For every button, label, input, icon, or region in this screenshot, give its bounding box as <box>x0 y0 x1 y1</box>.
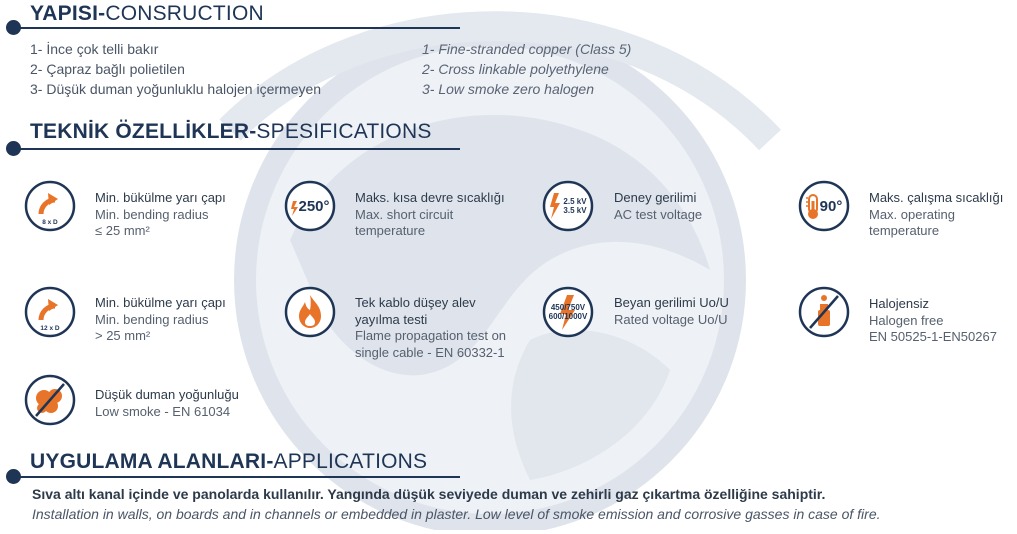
construction-item-tr-3: 3- Düşük duman yoğunluklu halojen içermeyen <box>30 81 322 97</box>
ac-test-voltage-icon <box>542 180 594 232</box>
spec-operating-temperature: Maks. çalışma sıcaklığı Max. operating temperature <box>869 190 1004 238</box>
spec-bending-radius-1: Min. bükülme yarı çapı Min. bending radius ≤ 25 mm² <box>95 190 226 238</box>
specifications-bullet <box>6 141 21 156</box>
applications-bullet <box>6 469 21 484</box>
bending-radius-12xd-icon <box>24 286 76 338</box>
svg-text:450/750V: 450/750V <box>550 303 586 312</box>
spec-test-voltage: Deney gerilimi AC test voltage <box>614 190 703 222</box>
svg-text:12 x D: 12 x D <box>40 325 60 332</box>
specifications-title: TEKNİK ÖZELLİKLER-SPESIFICATIONS <box>30 120 432 143</box>
applications-text-tr: Sıva altı kanal içinde ve panolarda kullanılır. Yangında düşük seviyede duman ve zehirli gaz çıkartma özelliğine sahiptir. <box>32 486 826 502</box>
halogen-free-icon <box>798 286 850 338</box>
construction-title: YAPISI-CONSRUCTION <box>30 2 264 25</box>
low-smoke-icon <box>24 374 76 426</box>
specifications-rule <box>14 148 460 150</box>
bending-radius-8xd-icon <box>24 180 76 232</box>
svg-text:2.5 kV: 2.5 kV <box>563 197 587 206</box>
svg-text:600/1000V: 600/1000V <box>548 312 588 321</box>
svg-text:90°: 90° <box>819 198 843 215</box>
construction-item-tr-2: 2- Çapraz bağlı polietilen <box>30 61 185 77</box>
spec-bending-radius-2: Min. bükülme yarı çapı Min. bending radius > 25 mm² <box>95 295 226 343</box>
construction-item-en-2: 2- Cross linkable polyethylene <box>422 61 609 77</box>
svg-text:250°: 250° <box>298 198 330 215</box>
construction-bullet <box>6 20 21 35</box>
applications-title: UYGULAMA ALANLARI-APPLICATIONS <box>30 450 428 473</box>
spec-low-smoke: Düşük duman yoğunluğu Low smoke - EN 61034 <box>95 387 239 419</box>
spec-short-circuit: Maks. kısa devre sıcaklığı Max. short circuit temperature <box>355 190 505 238</box>
svg-text:3.5 kV: 3.5 kV <box>563 206 587 215</box>
operating-temperature-icon <box>798 180 850 232</box>
short-circuit-temperature-icon <box>284 180 336 232</box>
construction-item-en-1: 1- Fine-stranded copper (Class 5) <box>422 41 632 57</box>
applications-rule <box>14 476 460 478</box>
construction-rule <box>14 27 460 29</box>
construction-item-tr-1: 1- İnce çok telli bakır <box>30 41 159 57</box>
spec-rated-voltage: Beyan gerilimi Uo/U Rated voltage Uo/U <box>614 295 729 327</box>
svg-text:8 x D: 8 x D <box>42 219 58 226</box>
construction-item-en-3: 3- Low smoke zero halogen <box>422 81 594 97</box>
rated-voltage-icon <box>542 286 594 338</box>
flame-icon <box>284 286 336 338</box>
spec-halogen-free: Halojensiz Halogen free EN 50525-1-EN50267 <box>869 296 997 344</box>
spec-flame-propagation: Tek kablo düşey alev yayılma testi Flame propagation test on single cable - EN 60332-1 <box>355 295 507 360</box>
applications-text-en: Installation in walls, on boards and in channels or embedded in plaster. Low level of smoke emission and corrosive gasses in case of fire. <box>32 506 881 522</box>
